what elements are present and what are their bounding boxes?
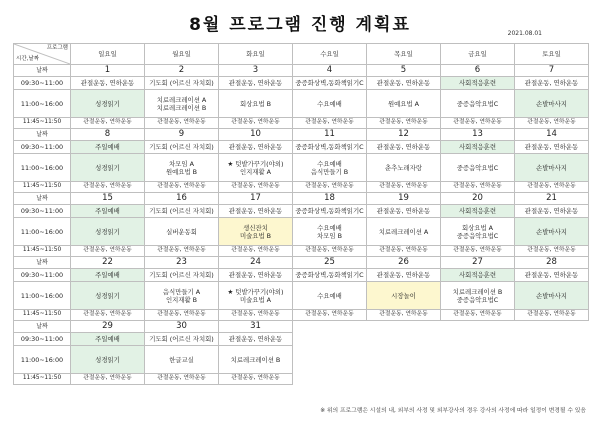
program-cell-sunday-am: 주일예배 (71, 141, 145, 154)
program-cell-saturday-mid: 손발마사지 (515, 218, 589, 246)
program-cell-thursday-eve: 관절운동, 연하운동 (367, 182, 441, 193)
program-cell-saturday-am: 관절운동, 연하운동 (515, 141, 589, 154)
program-cell-tuesday-mid: ★ 텃밭가꾸기(야외) 미술요법 A (219, 282, 293, 310)
week-1-eve-row (14, 118, 589, 129)
date-sunday: 29 (71, 321, 145, 333)
empty-cell (441, 321, 515, 333)
program-cell-friday-mid: 치료레크레이션 B 중증음악요법C (441, 282, 515, 310)
empty-cell (515, 374, 589, 385)
corner-program-label: 프로그램 (46, 45, 68, 51)
schedule-table (13, 43, 589, 385)
program-cell-thursday-am: 관절운동, 연하운동 (367, 77, 441, 90)
program-cell-tuesday-eve: 관절운동, 연하운동 (219, 246, 293, 257)
program-cell-thursday-eve: 관절운동, 연하운동 (367, 118, 441, 129)
program-cell-thursday-mid: 치료레크레이션 A (367, 218, 441, 246)
date-tuesday: 31 (219, 321, 293, 333)
program-cell-sunday-mid: 성경읽기 (71, 90, 145, 118)
date-thursday: 12 (367, 129, 441, 141)
empty-cell (293, 321, 367, 333)
week-4-mid-row (14, 282, 589, 310)
week-3-eve-row (14, 246, 589, 257)
program-cell-thursday-am: 관절운동, 연하운동 (367, 141, 441, 154)
week-3-am-row (14, 205, 589, 218)
empty-cell (367, 374, 441, 385)
date-friday: 20 (441, 193, 515, 205)
date-sunday: 15 (71, 193, 145, 205)
date-tuesday: 3 (219, 65, 293, 77)
program-cell-wednesday-mid: 수요예배 음식만들기 B (293, 154, 367, 182)
program-cell-monday-am: 기도회 (어르신 자치회) (145, 333, 219, 346)
time-label-eve: 11:45~11:50 (14, 374, 71, 385)
program-cell-saturday-am: 관절운동, 연하운동 (515, 205, 589, 218)
program-cell-saturday-mid: 손발마사지 (515, 282, 589, 310)
program-cell-saturday-eve: 관절운동, 연하운동 (515, 182, 589, 193)
day-header-sunday: 일요일 (71, 44, 145, 65)
program-cell-tuesday-am: 관절운동, 연하운동 (219, 141, 293, 154)
program-cell-sunday-mid: 성경읽기 (71, 218, 145, 246)
program-cell-wednesday-am: 중증화상벽,동화책읽기C (293, 269, 367, 282)
day-header-tuesday: 화요일 (219, 44, 293, 65)
program-cell-monday-am: 기도회 (어르신 자치회) (145, 77, 219, 90)
corner-time-date-label: 시간,날짜 (16, 56, 40, 63)
program-cell-wednesday-am: 중증화상벽,동화책읽기C (293, 77, 367, 90)
program-cell-sunday-am: 주일예배 (71, 269, 145, 282)
program-cell-sunday-mid: 성경읽기 (71, 154, 145, 182)
time-label-eve: 11:45~11:50 (14, 118, 71, 129)
program-cell-sunday-eve: 관절운동, 연하운동 (71, 374, 145, 385)
empty-cell (367, 333, 441, 346)
day-header-friday: 금요일 (441, 44, 515, 65)
empty-cell (293, 374, 367, 385)
empty-cell (293, 346, 367, 374)
date-friday: 27 (441, 257, 515, 269)
empty-cell (515, 321, 589, 333)
program-cell-wednesday-eve: 관절운동, 연하운동 (293, 246, 367, 257)
date-saturday: 28 (515, 257, 589, 269)
time-label-am: 09:30~11:00 (14, 269, 71, 282)
program-cell-friday-eve: 관절운동, 연하운동 (441, 310, 515, 321)
program-cell-monday-mid: 실버운동회 (145, 218, 219, 246)
empty-cell (293, 333, 367, 346)
program-cell-sunday-mid: 성경읽기 (71, 282, 145, 310)
program-cell-monday-eve: 관절운동, 연하운동 (145, 182, 219, 193)
program-cell-sunday-eve: 관절운동, 연하운동 (71, 246, 145, 257)
time-label-eve: 11:45~11:50 (14, 246, 71, 257)
program-cell-monday-eve: 관절운동, 연하운동 (145, 374, 219, 385)
program-cell-thursday-eve: 관절운동, 연하운동 (367, 310, 441, 321)
program-cell-wednesday-mid: 수요예배 (293, 282, 367, 310)
week-5-mid-row (14, 346, 589, 374)
corner-cell (14, 44, 71, 65)
date-wednesday: 11 (293, 129, 367, 141)
empty-cell (367, 346, 441, 374)
program-cell-saturday-am: 관절운동, 연하운동 (515, 77, 589, 90)
week-4-am-row (14, 269, 589, 282)
week-1-am-row (14, 77, 589, 90)
time-label-eve: 11:45~11:50 (14, 182, 71, 193)
program-cell-friday-am: 사회적응훈련 (441, 141, 515, 154)
date-wednesday: 18 (293, 193, 367, 205)
program-cell-saturday-eve: 관절운동, 연하운동 (515, 246, 589, 257)
date-monday: 23 (145, 257, 219, 269)
week-5-am-row (14, 333, 589, 346)
program-cell-sunday-am: 관절운동, 연하운동 (71, 77, 145, 90)
date-label: 날짜 (14, 257, 71, 269)
week-2-mid-row (14, 154, 589, 182)
time-label-mid: 11:00~16:00 (14, 282, 71, 310)
program-cell-friday-mid: 중증음악요법C (441, 154, 515, 182)
program-cell-tuesday-am: 관절운동, 연하운동 (219, 205, 293, 218)
program-cell-friday-mid: 회상요법 A 중증음악요법C (441, 218, 515, 246)
program-cell-friday-mid: 중증음악요법C (441, 90, 515, 118)
program-cell-wednesday-mid: 수요예배 (293, 90, 367, 118)
program-cell-friday-am: 사회적응훈련 (441, 77, 515, 90)
program-cell-tuesday-mid: 회상요법 B (219, 90, 293, 118)
program-cell-thursday-mid: 원예요법 A (367, 90, 441, 118)
program-cell-saturday-mid: 손발마사지 (515, 154, 589, 182)
date-thursday: 19 (367, 193, 441, 205)
program-cell-monday-am: 기도회 (어르신 자치회) (145, 141, 219, 154)
program-cell-sunday-eve: 관절운동, 연하운동 (71, 118, 145, 129)
time-label-am: 09:30~11:00 (14, 141, 71, 154)
date-friday: 6 (441, 65, 515, 77)
empty-cell (441, 333, 515, 346)
program-cell-monday-am: 기도회 (어르신 자치회) (145, 269, 219, 282)
header-row (14, 44, 589, 65)
program-cell-friday-eve: 관절운동, 연하운동 (441, 246, 515, 257)
week-5-eve-row (14, 374, 589, 385)
program-cell-friday-eve: 관절운동, 연하운동 (441, 182, 515, 193)
date-wednesday: 4 (293, 65, 367, 77)
program-cell-monday-mid: 한글교실 (145, 346, 219, 374)
program-cell-monday-mid: 치료레크레이션 A 치료레크레이션 B (145, 90, 219, 118)
program-cell-saturday-am: 관절운동, 연하운동 (515, 269, 589, 282)
program-cell-wednesday-eve: 관절운동, 연하운동 (293, 182, 367, 193)
program-cell-tuesday-am: 관절운동, 연하운동 (219, 77, 293, 90)
program-cell-friday-am: 사회적응훈련 (441, 205, 515, 218)
time-label-am: 09:30~11:00 (14, 205, 71, 218)
empty-cell (441, 346, 515, 374)
time-label-am: 09:30~11:00 (14, 333, 71, 346)
program-cell-thursday-am: 관절운동, 연하운동 (367, 205, 441, 218)
time-label-am: 09:30~11:00 (14, 77, 71, 90)
week-1-mid-row (14, 90, 589, 118)
program-cell-tuesday-eve: 관절운동, 연하운동 (219, 310, 293, 321)
program-cell-sunday-am: 주일예배 (71, 205, 145, 218)
date-monday: 2 (145, 65, 219, 77)
program-cell-wednesday-eve: 관절운동, 연하운동 (293, 310, 367, 321)
date-tuesday: 10 (219, 129, 293, 141)
date-label: 날짜 (14, 321, 71, 333)
document-date: 2021.08.01 (507, 30, 542, 37)
program-cell-monday-eve: 관절운동, 연하운동 (145, 310, 219, 321)
program-cell-monday-mid: 차모임 A 원예요법 B (145, 154, 219, 182)
page-title: 8월 프로그램 진행 계획표 (189, 15, 411, 35)
program-cell-wednesday-eve: 관절운동, 연하운동 (293, 118, 367, 129)
program-cell-tuesday-eve: 관절운동, 연하운동 (219, 374, 293, 385)
date-tuesday: 17 (219, 193, 293, 205)
date-monday: 16 (145, 193, 219, 205)
date-saturday: 7 (515, 65, 589, 77)
date-tuesday: 24 (219, 257, 293, 269)
program-cell-tuesday-eve: 관절운동, 연하운동 (219, 118, 293, 129)
date-label: 날짜 (14, 193, 71, 205)
program-cell-friday-eve: 관절운동, 연하운동 (441, 118, 515, 129)
week-5-dates-row (14, 321, 589, 333)
week-4-dates-row (14, 257, 589, 269)
date-label: 날짜 (14, 65, 71, 77)
program-cell-wednesday-am: 중증화상벽,동화책읽기C (293, 205, 367, 218)
week-2-am-row (14, 141, 589, 154)
date-friday: 13 (441, 129, 515, 141)
program-cell-saturday-eve: 관절운동, 연하운동 (515, 310, 589, 321)
week-4-eve-row (14, 310, 589, 321)
program-cell-sunday-eve: 관절운동, 연하운동 (71, 310, 145, 321)
time-label-mid: 11:00~16:00 (14, 90, 71, 118)
date-saturday: 14 (515, 129, 589, 141)
empty-cell (367, 321, 441, 333)
time-label-eve: 11:45~11:50 (14, 310, 71, 321)
program-cell-thursday-am: 관절운동, 연하운동 (367, 269, 441, 282)
date-wednesday: 25 (293, 257, 367, 269)
empty-cell (515, 333, 589, 346)
program-cell-wednesday-am: 중증화상벽,동화책읽기C (293, 141, 367, 154)
week-2-eve-row (14, 182, 589, 193)
program-cell-monday-am: 기도회 (어르신 자치회) (145, 205, 219, 218)
date-sunday: 1 (71, 65, 145, 77)
program-cell-monday-mid: 음식만들기 A 인지재활 B (145, 282, 219, 310)
program-cell-wednesday-mid: 수요예배 차모임 B (293, 218, 367, 246)
program-cell-tuesday-mid: ★ 텃밭가꾸기(야외) 인지재활 A (219, 154, 293, 182)
program-cell-monday-eve: 관절운동, 연하운동 (145, 246, 219, 257)
time-label-mid: 11:00~16:00 (14, 218, 71, 246)
program-cell-thursday-mid: 춘추노래자랑 (367, 154, 441, 182)
date-thursday: 5 (367, 65, 441, 77)
day-header-thursday: 목요일 (367, 44, 441, 65)
footer-note: ※ 위의 프로그램은 시설의 내, 외부의 사정 및 외부강사의 경우 강사의 사정에 따라 일정이 변경될 수 있음 (320, 408, 586, 414)
date-sunday: 22 (71, 257, 145, 269)
week-3-dates-row (14, 193, 589, 205)
program-cell-friday-am: 사회적응훈련 (441, 269, 515, 282)
program-cell-thursday-mid: 시장놀이 (367, 282, 441, 310)
program-cell-tuesday-mid: 치료레크레이션 B (219, 346, 293, 374)
day-header-saturday: 토요일 (515, 44, 589, 65)
week-1-dates-row (14, 65, 589, 77)
program-cell-sunday-eve: 관절운동, 연하운동 (71, 182, 145, 193)
program-cell-sunday-mid: 성경읽기 (71, 346, 145, 374)
date-saturday: 21 (515, 193, 589, 205)
program-cell-saturday-mid: 손발마사지 (515, 90, 589, 118)
date-monday: 9 (145, 129, 219, 141)
program-cell-saturday-eve: 관절운동, 연하운동 (515, 118, 589, 129)
program-cell-monday-eve: 관절운동, 연하운동 (145, 118, 219, 129)
time-label-mid: 11:00~16:00 (14, 346, 71, 374)
date-monday: 30 (145, 321, 219, 333)
program-cell-tuesday-mid: 생신잔치 미술요법 B (219, 218, 293, 246)
day-header-monday: 월요일 (145, 44, 219, 65)
date-thursday: 26 (367, 257, 441, 269)
program-cell-tuesday-eve: 관절운동, 연하운동 (219, 182, 293, 193)
week-3-mid-row (14, 218, 589, 246)
program-cell-tuesday-am: 관절운동, 연하운동 (219, 333, 293, 346)
program-cell-sunday-am: 주일예배 (71, 333, 145, 346)
program-cell-thursday-eve: 관절운동, 연하운동 (367, 246, 441, 257)
empty-cell (515, 346, 589, 374)
day-header-wednesday: 수요일 (293, 44, 367, 65)
week-2-dates-row (14, 129, 589, 141)
date-sunday: 8 (71, 129, 145, 141)
program-cell-tuesday-am: 관절운동, 연하운동 (219, 269, 293, 282)
date-label: 날짜 (14, 129, 71, 141)
time-label-mid: 11:00~16:00 (14, 154, 71, 182)
empty-cell (441, 374, 515, 385)
